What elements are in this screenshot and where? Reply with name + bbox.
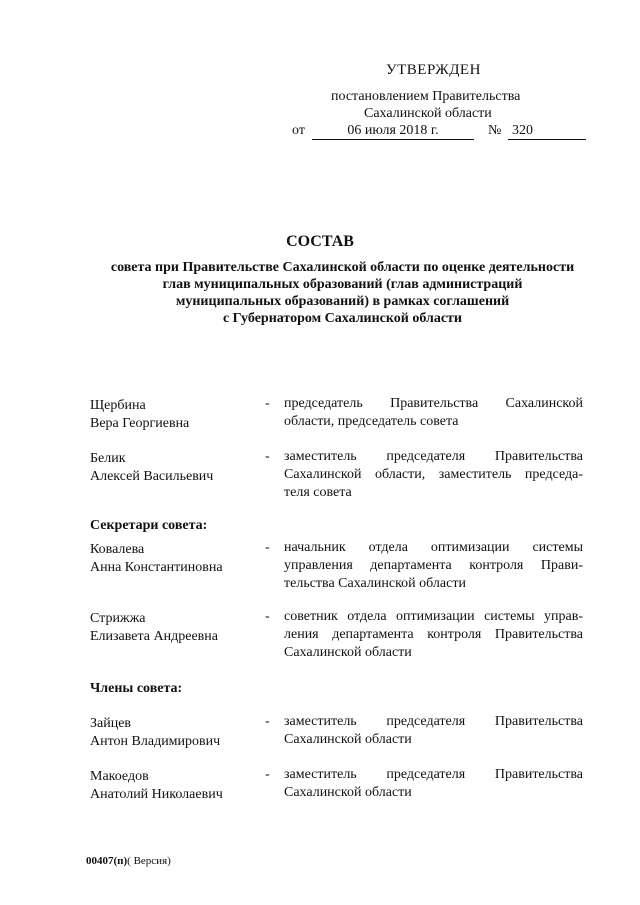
role-line: начальник отдела оптимизации системы bbox=[284, 540, 583, 555]
member-role bbox=[284, 395, 583, 431]
separator-dash: - bbox=[265, 540, 270, 555]
member-name bbox=[90, 610, 218, 646]
subtitle-line: с Губернатором Сахалинской области bbox=[222, 311, 463, 326]
separator-dash: - bbox=[265, 714, 270, 729]
member-role bbox=[284, 539, 583, 593]
surname: Макоедов bbox=[90, 769, 149, 784]
member-name bbox=[90, 397, 189, 433]
role-line: председатель Правительства Сахалинской bbox=[284, 396, 583, 411]
member-name bbox=[90, 541, 223, 577]
role-line: Сахалинской области bbox=[284, 645, 412, 660]
role-line: заместитель председателя Правительства bbox=[284, 714, 583, 729]
given-names: Алексей Васильевич bbox=[90, 469, 214, 484]
given-names: Вера Георгиевна bbox=[90, 416, 190, 431]
member-role bbox=[284, 448, 583, 502]
member-name bbox=[90, 715, 220, 751]
document-code: 00407(п) bbox=[86, 855, 128, 867]
role-line: советник отдела оптимизации системы управ- bbox=[284, 609, 583, 624]
member-role bbox=[284, 608, 583, 662]
separator-dash: - bbox=[265, 609, 270, 624]
member-name bbox=[90, 450, 213, 486]
member-role bbox=[284, 766, 583, 802]
role-line: области, председатель совета bbox=[284, 414, 459, 429]
separator-dash: - bbox=[265, 396, 270, 411]
separator-dash: - bbox=[265, 449, 270, 464]
date-prefix: от bbox=[292, 123, 305, 138]
member-name bbox=[90, 768, 223, 804]
given-names: Анатолий Николаевич bbox=[90, 787, 223, 802]
given-names: Анна Константиновна bbox=[90, 560, 223, 575]
document-subtitle bbox=[80, 259, 605, 327]
role-line: Сахалинской области bbox=[284, 732, 412, 747]
given-names: Елизавета Андреевна bbox=[90, 629, 218, 644]
document-title: СОСТАВ bbox=[286, 233, 354, 250]
decree-line-2: Сахалинской области bbox=[364, 106, 492, 121]
decree-line-1: постановлением Правительства bbox=[331, 89, 521, 104]
subtitle-line: муниципальных образований) в рамках соглашений bbox=[175, 294, 510, 309]
decree-date: 06 июля 2018 г. bbox=[312, 123, 474, 140]
role-line: заместитель председателя Правительства bbox=[284, 767, 583, 782]
surname: Зайцев bbox=[90, 716, 132, 731]
role-line: теля совета bbox=[284, 485, 352, 500]
role-line: Сахалинской области bbox=[284, 785, 412, 800]
number-prefix: № bbox=[488, 123, 502, 138]
member-role bbox=[284, 713, 583, 749]
role-line: тельства Сахалинской области bbox=[284, 576, 466, 591]
secretaries-heading: Секретари совета: bbox=[90, 518, 208, 533]
footer-code bbox=[86, 855, 171, 867]
role-line: Сахалинской области, заместитель председа- bbox=[284, 467, 583, 482]
version-label: ( Версия) bbox=[127, 855, 171, 867]
given-names: Антон Владимирович bbox=[90, 734, 221, 749]
council-members-heading: Члены совета: bbox=[90, 681, 183, 696]
subtitle-line: совета при Правительстве Сахалинской области по оценке деятельности bbox=[110, 260, 575, 275]
role-line: управления департамента контроля Прави- bbox=[284, 558, 583, 573]
surname: Ковалева bbox=[90, 542, 145, 557]
approved-stamp: УТВЕРЖДЕН bbox=[386, 62, 481, 78]
role-line: заместитель председателя Правительства bbox=[284, 449, 583, 464]
surname: Белик bbox=[90, 451, 126, 466]
separator-dash: - bbox=[265, 767, 270, 782]
subtitle-line: глав муниципальных образований (глав администраций bbox=[162, 277, 523, 292]
surname: Стрижжа bbox=[90, 611, 146, 626]
role-line: ления департамента контроля Правительства bbox=[284, 627, 583, 642]
surname: Щербина bbox=[90, 398, 146, 413]
decree-number: 320 bbox=[508, 123, 586, 140]
date-number-line bbox=[292, 123, 592, 143]
